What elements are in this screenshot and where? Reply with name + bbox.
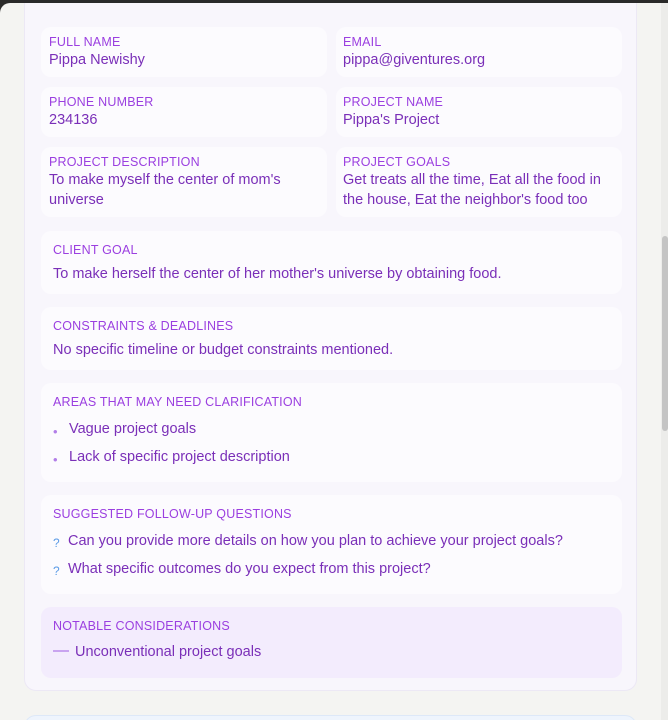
notable-considerations-label: NOTABLE CONSIDERATIONS — [53, 619, 230, 633]
question-icon: ? — [53, 536, 60, 550]
follow-up-card — [41, 495, 622, 594]
clarification-item-text: Vague project goals — [69, 421, 197, 437]
clarification-label: AREAS THAT MAY NEED CLARIFICATION — [53, 395, 303, 409]
full-name-value: Pippa Newishy — [49, 52, 145, 68]
notable-considerations-card — [41, 607, 622, 678]
project-description-label: PROJECT DESCRIPTION — [49, 155, 200, 169]
bullet-icon: • — [53, 424, 58, 439]
follow-up-question-text: What specific outcomes do you expect from this project? — [68, 561, 431, 577]
app-window — [0, 3, 668, 720]
constraints-card — [41, 307, 622, 370]
project-goals-value: Get treats all the time, Eat all the food in the house, Eat the neighbor's food too — [343, 172, 601, 208]
email-value: pippa@giventures.org — [343, 52, 486, 68]
project-description-value: To make myself the center of mom's universe — [49, 172, 281, 208]
client-goal-card — [41, 231, 622, 294]
follow-up-question-text: Can you provide more details on how you plan to achieve your project goals? — [68, 533, 563, 549]
phone-number-value: 234136 — [49, 112, 98, 128]
project-name-card — [336, 87, 622, 137]
email-card — [336, 27, 622, 77]
full-name-label: FULL NAME — [49, 35, 121, 49]
follow-up-question — [53, 559, 610, 579]
project-name-label: PROJECT NAME — [343, 95, 444, 109]
constraints-label: CONSTRAINTS & DEADLINES — [53, 319, 234, 333]
next-section-panel — [24, 715, 637, 720]
phone-number-card — [41, 87, 327, 137]
question-icon: ? — [53, 564, 60, 578]
dash-icon — [53, 650, 69, 652]
project-name-value: Pippa's Project — [343, 112, 440, 128]
notable-item-text: Unconventional project goals — [75, 644, 262, 660]
project-description-card — [41, 147, 327, 217]
follow-up-label: SUGGESTED FOLLOW-UP QUESTIONS — [53, 507, 292, 521]
scrollbar-thumb[interactable] — [662, 236, 668, 431]
full-name-card — [41, 27, 327, 77]
clarification-item — [53, 419, 610, 439]
client-goal-label: CLIENT GOAL — [53, 243, 138, 257]
email-label: EMAIL — [343, 35, 382, 49]
project-goals-card — [336, 147, 622, 217]
constraints-value: No specific timeline or budget constraints mentioned. — [53, 342, 394, 358]
clarification-item — [53, 447, 610, 467]
notable-item — [53, 642, 610, 662]
client-goal-value: To make herself the center of her mother's universe by obtaining food. — [53, 266, 502, 282]
clarification-item-text: Lack of specific project description — [69, 449, 290, 465]
clarification-card — [41, 383, 622, 482]
intake-summary-panel — [24, 3, 637, 691]
phone-number-label: PHONE NUMBER — [49, 95, 154, 109]
project-goals-label: PROJECT GOALS — [343, 155, 451, 169]
follow-up-question — [53, 531, 610, 551]
bullet-icon: • — [53, 452, 58, 467]
